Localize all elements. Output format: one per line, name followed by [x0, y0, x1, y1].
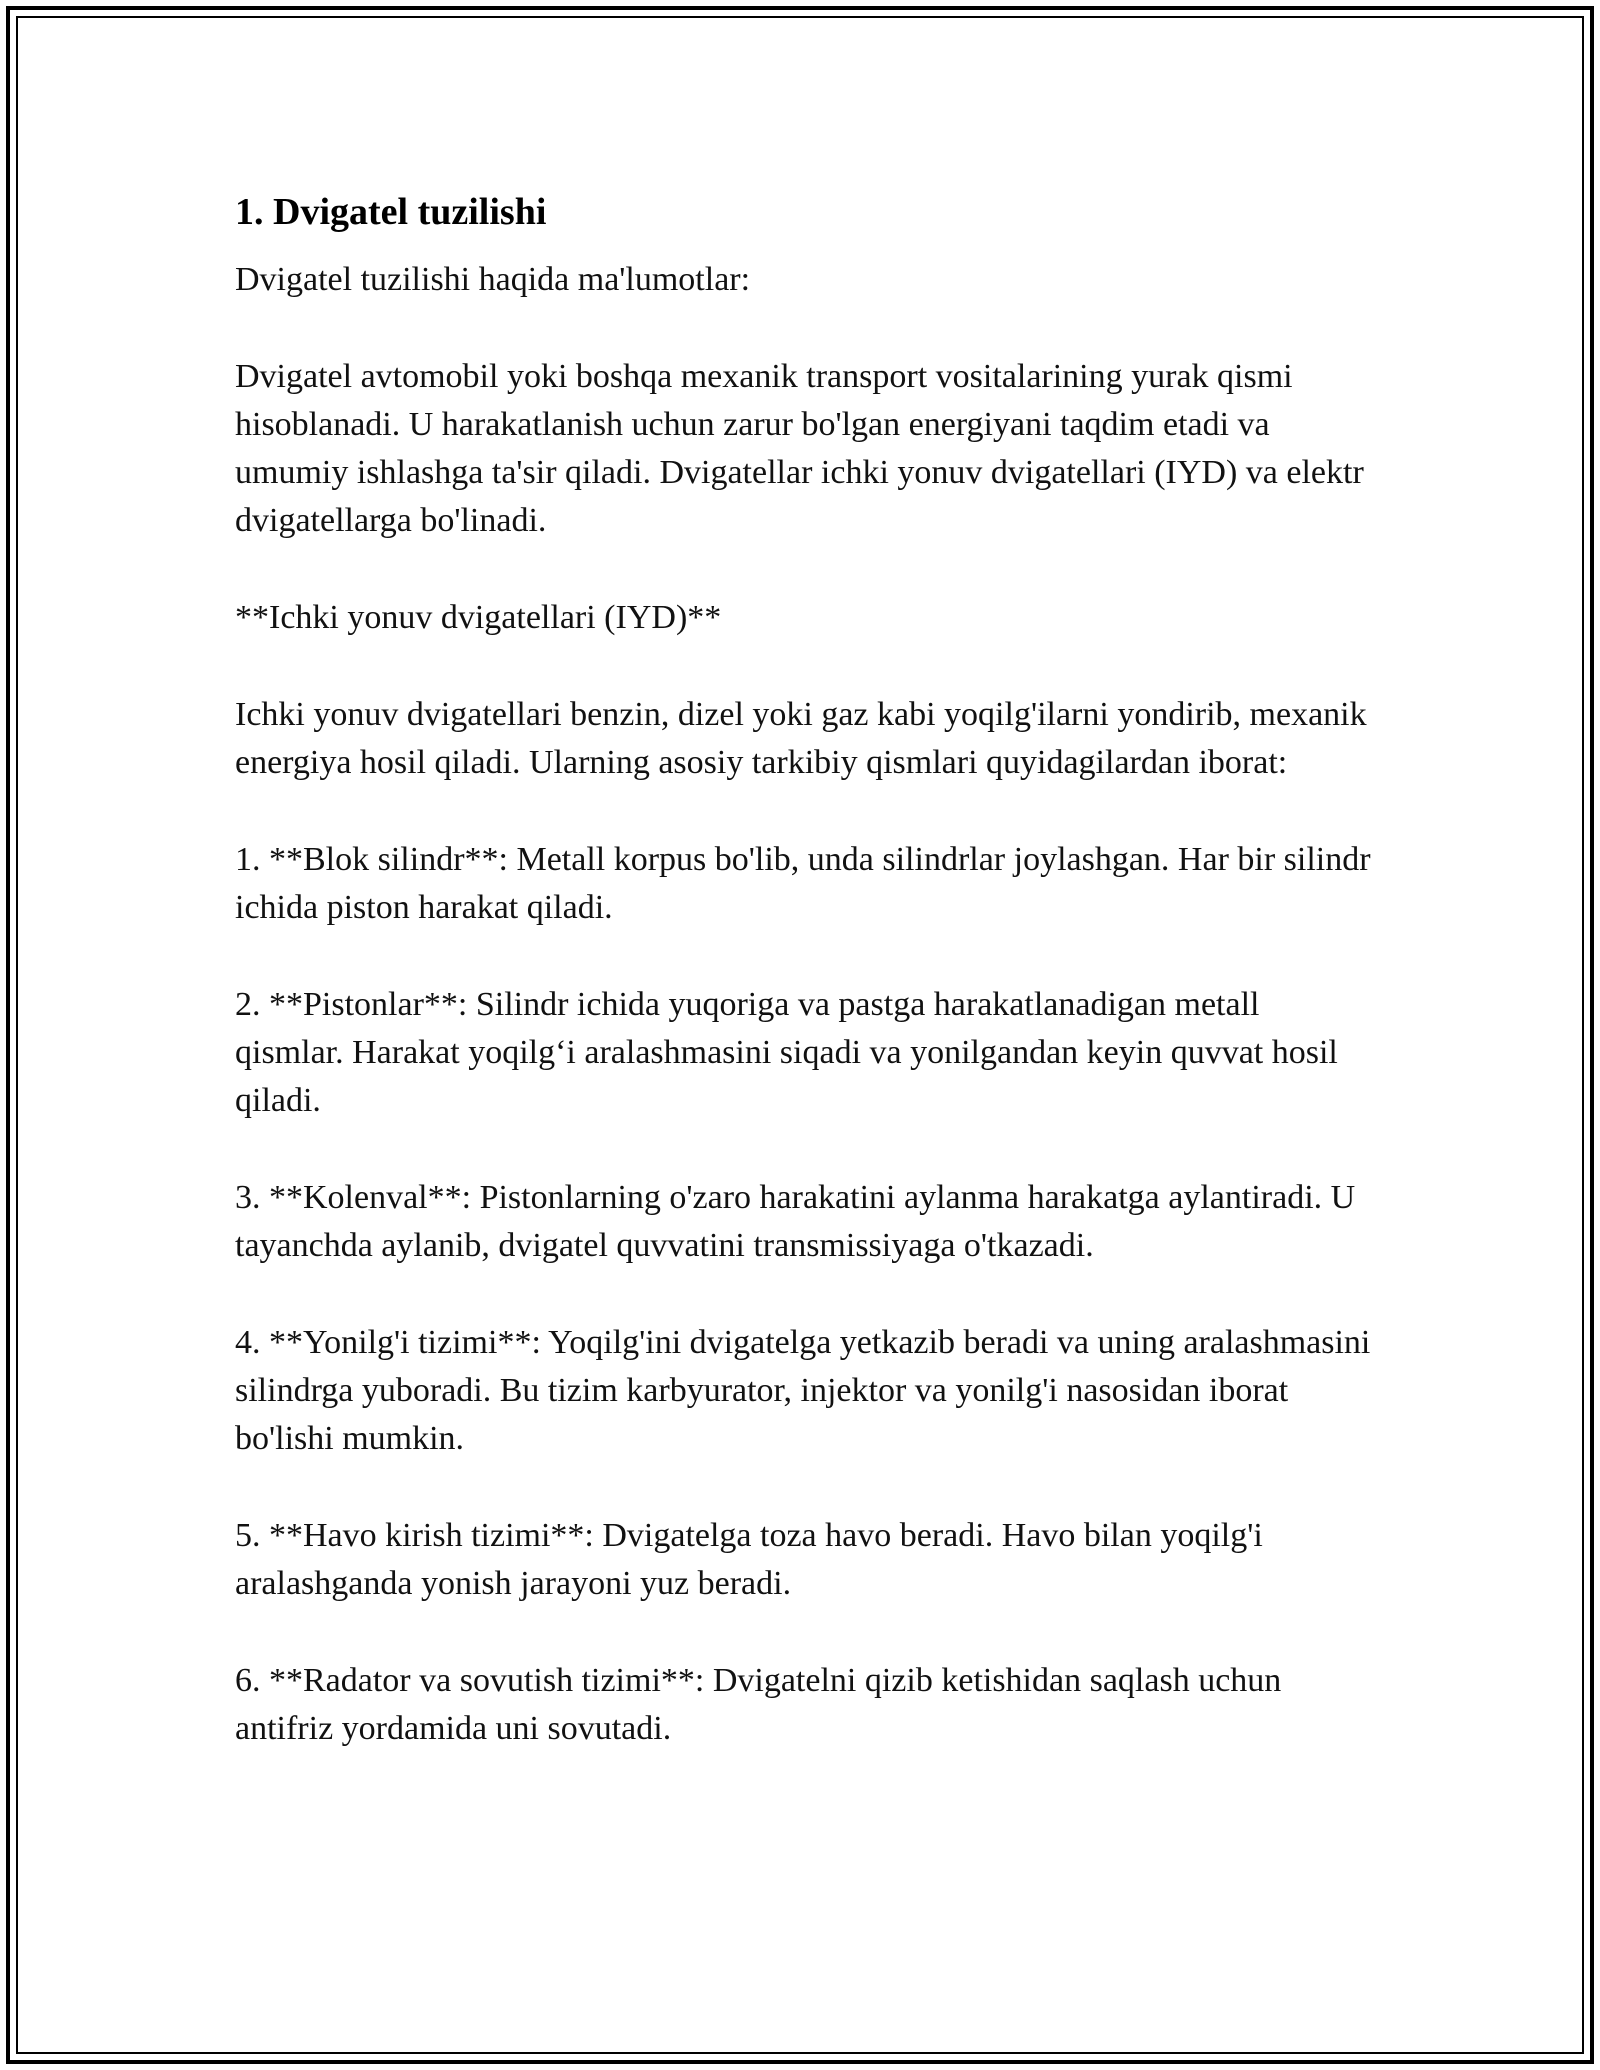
document-body: [235, 186, 1375, 1753]
list-item-kolenval: 3. **Kolenval**: Pistonlarning o'zaro harakatini aylanma harakatga aylantiradi. U tayanchda aylanib, dvigatel quvvatini transmissiyaga o'tkazadi.: [235, 1179, 1356, 1264]
paragraph-overview: Dvigatel avtomobil yoki boshqa mexanik transport vositalarining yurak qismi hisoblanadi. U harakatlanish uchun zarur bo'lgan energiyani taqdim etadi va umumiy ishlashga ta'sir qiladi. Dvigatellar ichki yonuv dvigatellari (IYD) va elektr dvigatellarga bo'linadi.: [235, 358, 1364, 539]
intro-line: Dvigatel tuzilishi haqida ma'lumotlar:: [235, 261, 751, 298]
paragraph-iyd-description: Ichki yonuv dvigatellari benzin, dizel yoki gaz kabi yoqilg'ilarni yondirib, mexanik energiya hosil qiladi. Ularning asosiy tarkibiy qismlari quyidagilardan iborat:: [235, 696, 1367, 781]
list-item-yonilgi-tizimi: 4. **Yonilg'i tizimi**: Yoqilg'ini dvigatelga yetkazib beradi va uning aralashmasini silindrga yuboradi. Bu tizim karbyurator, injektor va yonilg'i nasosidan iborat bo'lishi mumkin.: [235, 1324, 1371, 1457]
list-item-blok-silindr: 1. **Blok silindr**: Metall korpus bo'lib, unda silindrlar joylashgan. Har bir silindr ichida piston harakat qiladi.: [235, 841, 1371, 926]
list-item-pistonlar: 2. **Pistonlar**: Silindr ichida yuqoriga va pastga harakatlanadigan metall qismlar. Harakat yoqilg‘i aralashmasini siqadi va yonilgandan keyin quvvat hosil qiladi.: [235, 986, 1338, 1119]
section-heading: 1. Dvigatel tuzilishi: [235, 191, 547, 233]
list-item-havo-kirish-tizimi: 5. **Havo kirish tizimi**: Dvigatelga toza havo beradi. Havo bilan yoqilg'i aralashganda yonish jarayoni yuz beradi.: [235, 1517, 1263, 1602]
list-item-radator-sovutish: 6. **Radator va sovutish tizimi**: Dvigatelni qizib ketishidan saqlash uchun antifriz yordamida uni sovutadi.: [235, 1662, 1282, 1747]
subheading-iyd: **Ichki yonuv dvigatellari (IYD)**: [235, 599, 722, 636]
